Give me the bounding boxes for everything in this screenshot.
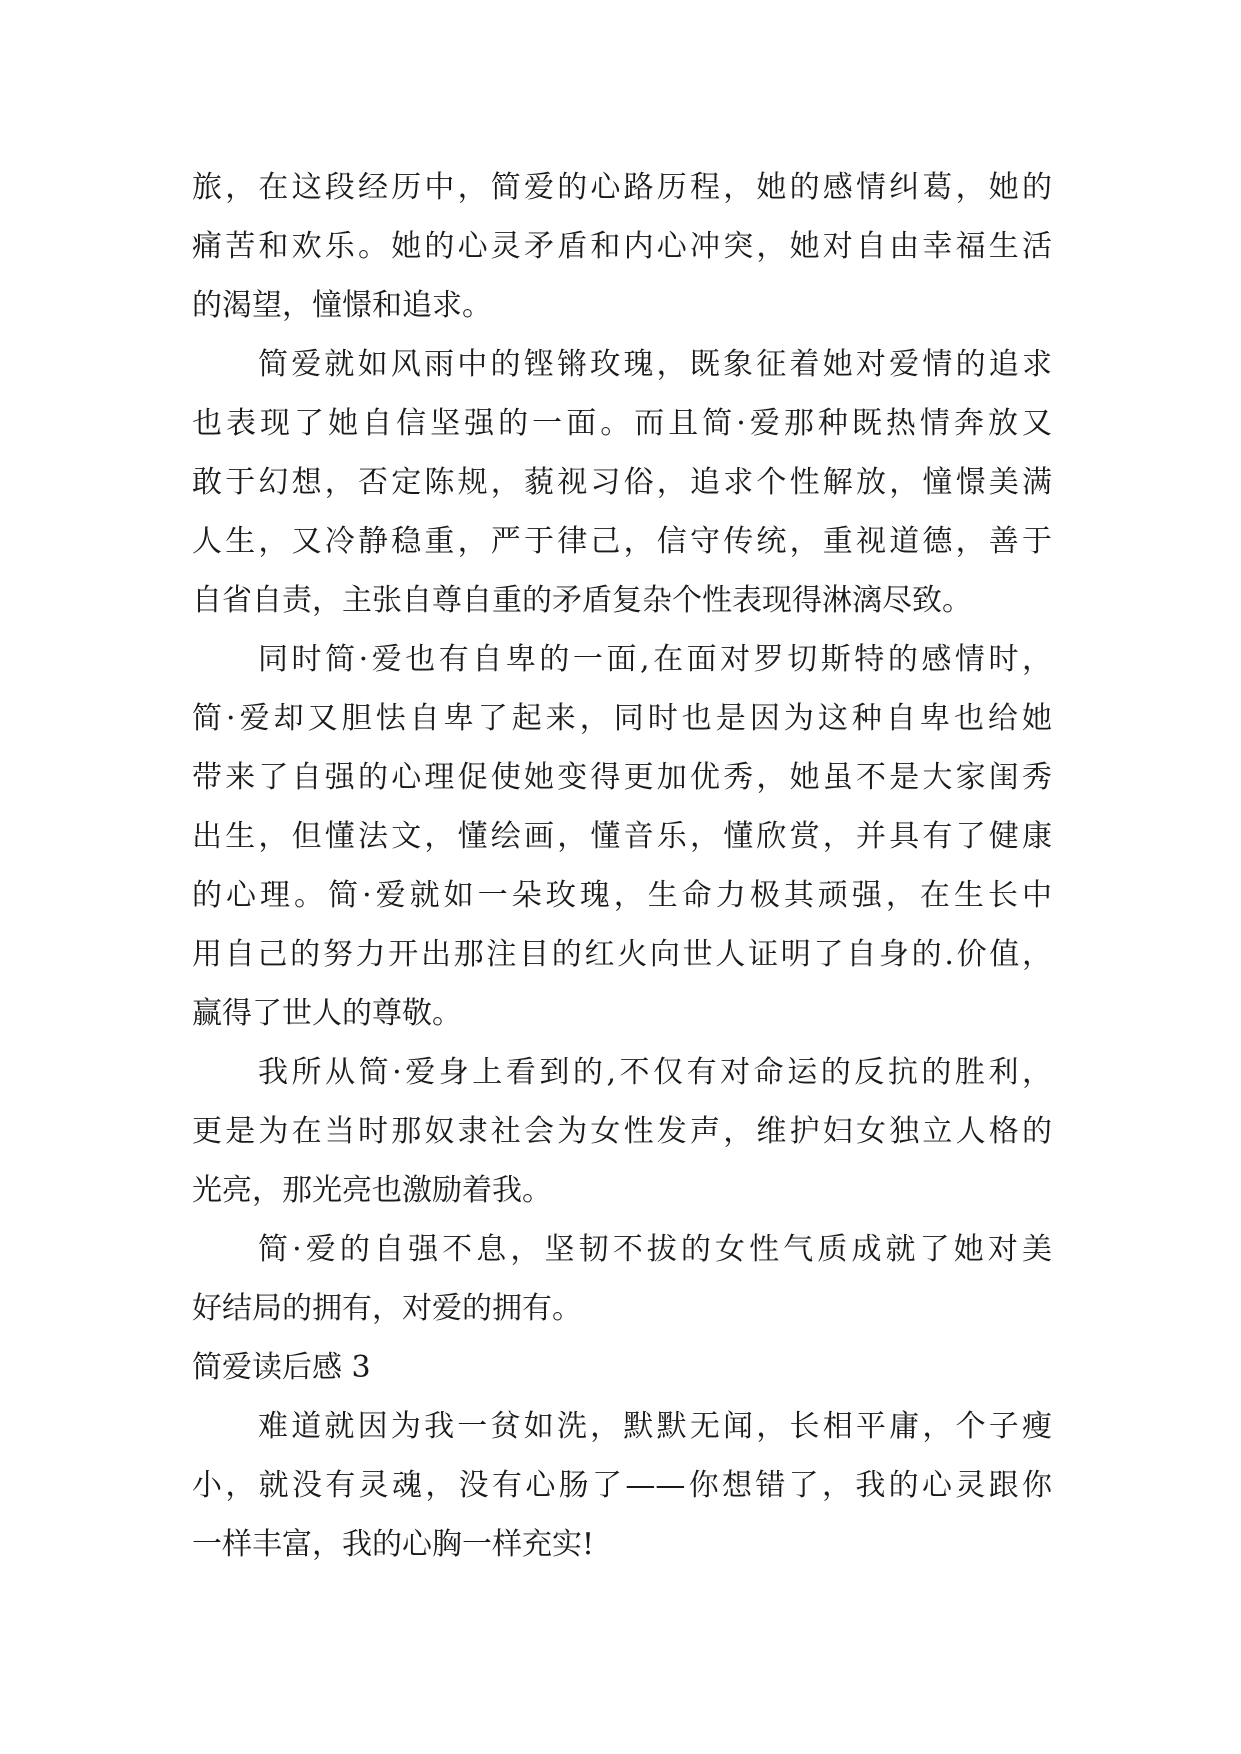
text-line: 出生，但懂法文，懂绘画，懂音乐，懂欣赏，并具有了健康 xyxy=(192,819,1052,854)
text-line: 的渴望，憧憬和追求。 xyxy=(192,288,492,323)
text-line: 旅，在这段经历中，简爱的心路历程，她的感情纠葛，她的 xyxy=(192,170,1052,205)
text-line: 敢于幻想，否定陈规，藐视习俗，追求个性解放，憧憬美满 xyxy=(192,465,1052,500)
text-line: 更是为在当时那奴隶社会为女性发声，维护妇女独立人格的 xyxy=(192,1114,1052,1149)
paragraph xyxy=(192,158,1052,335)
text-line: 难道就因为我一贫如洗，默默无闻，长相平庸，个子瘦 xyxy=(258,1409,1052,1444)
paragraph xyxy=(192,1220,1052,1338)
text-line: 小，就没有灵魂，没有心肠了——你想错了，我的心灵跟你 xyxy=(192,1468,1052,1503)
text-line: 赢得了世人的尊敬。 xyxy=(192,996,462,1031)
paragraph xyxy=(192,630,1052,1043)
text-line: 光亮，那光亮也激励着我。 xyxy=(192,1173,552,1208)
text-line: 带来了自强的心理促使她变得更加优秀，她虽不是大家闺秀 xyxy=(192,760,1052,795)
text-line: 我所从简·爱身上看到的,不仅有对命运的反抗的胜利， xyxy=(258,1055,1052,1090)
paragraph xyxy=(192,1043,1052,1220)
text-line: 用自己的努力开出那注目的红火向世人证明了自身的.价值， xyxy=(192,937,1052,972)
text-line: 一样丰富，我的心胸一样充实! xyxy=(192,1527,595,1562)
text-line: 简·爱的自强不息，坚韧不拔的女性气质成就了她对美 xyxy=(258,1232,1052,1267)
paragraph xyxy=(192,1397,1052,1574)
text-line: 也表现了她自信坚强的一面。而且简·爱那种既热情奔放又 xyxy=(192,406,1052,441)
paragraph xyxy=(192,335,1052,630)
text-line: 简·爱却又胆怯自卑了起来，同时也是因为这种自卑也给她 xyxy=(192,701,1052,736)
section-heading: 简爱读后感 3 xyxy=(192,1350,371,1385)
text-line: 痛苦和欢乐。她的心灵矛盾和内心冲突，她对自由幸福生活 xyxy=(192,229,1052,264)
text-line: 自省自责，主张自尊自重的矛盾复杂个性表现得淋漓尽致。 xyxy=(192,583,972,618)
text-line: 同时简·爱也有自卑的一面,在面对罗切斯特的感情时， xyxy=(258,642,1052,677)
text-line: 人生，又冷静稳重，严于律己，信守传统，重视道德，善于 xyxy=(192,524,1052,559)
text-line: 好结局的拥有，对爱的拥有。 xyxy=(192,1291,582,1326)
document-body xyxy=(192,158,1052,1574)
text-line: 的心理。简·爱就如一朵玫瑰，生命力极其顽强，在生长中 xyxy=(192,878,1052,913)
text-line: 简爱就如风雨中的铿锵玫瑰，既象征着她对爱情的追求 xyxy=(258,347,1052,382)
